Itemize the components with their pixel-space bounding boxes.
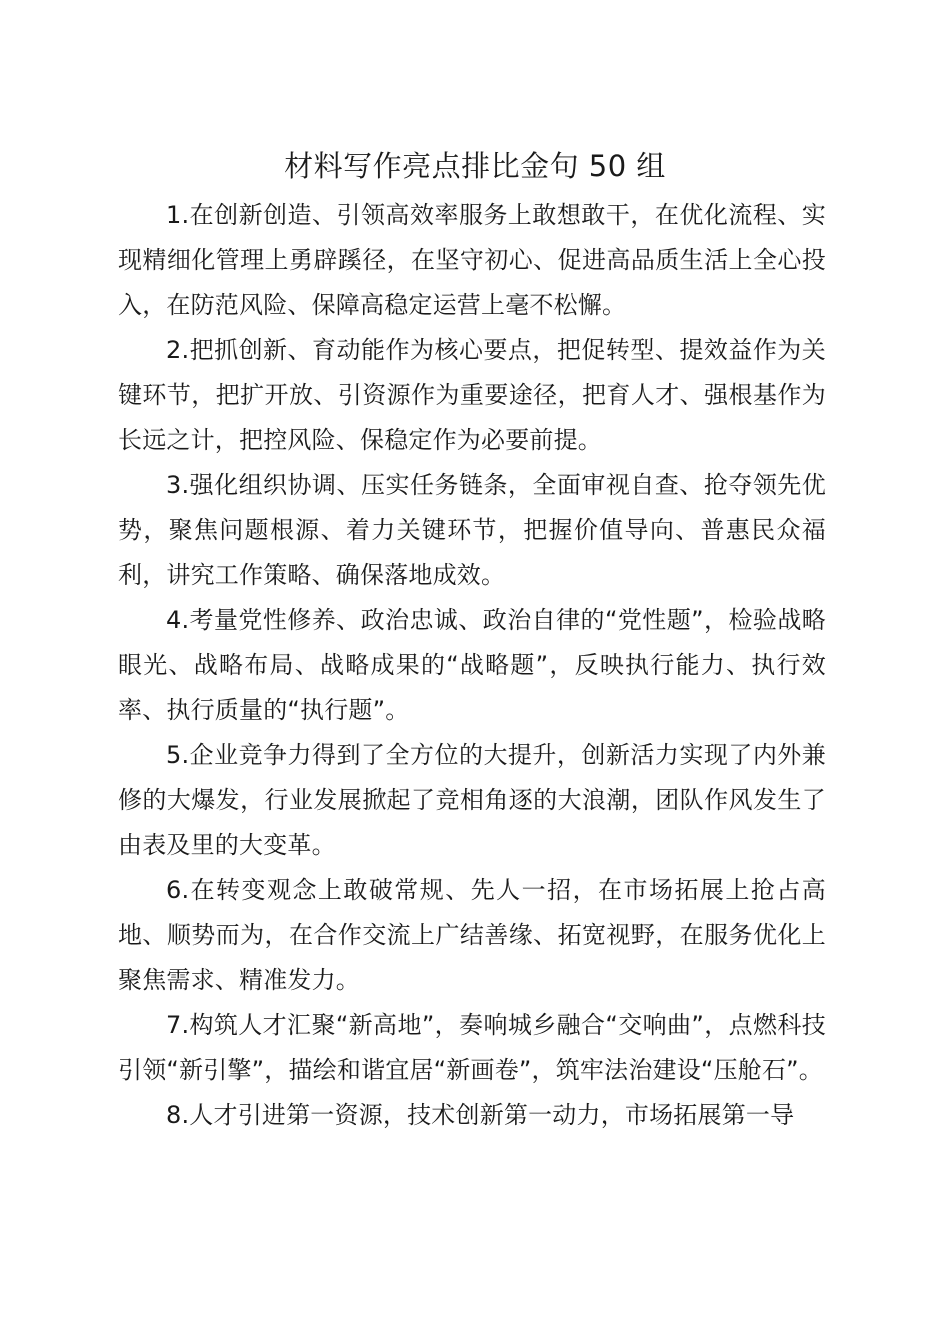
paragraph-1: 1.在创新创造、引领高效率服务上敢想敢干，在优化流程、实现精细化管理上勇辟蹊径，在坚守初心、促进高品质生活上全心投入，在防范风险、保障高稳定运营上毫不松懈。 [118, 201, 826, 319]
paragraph-4: 4.考量党性修养、政治忠诚、政治自律的“党性题”，检验战略眼光、战略布局、战略成果的“战略题”，反映执行能力、执行效率、执行质量的“执行题”。 [118, 606, 826, 724]
paragraph-7: 7.构筑人才汇聚“新高地”，奏响城乡融合“交响曲”，点燃科技引领“新引擎”，描绘和谐宜居“新画卷”，筑牢法治建设“压舱石”。 [118, 1011, 826, 1084]
paragraph-3: 3.强化组织协调、压实任务链条，全面审视自查、抢夺领先优势，聚焦问题根源、着力关键环节，把握价值导向、普惠民众福利，讲究工作策略、确保落地成效。 [118, 471, 826, 589]
paragraph-5: 5.企业竞争力得到了全方位的大提升，创新活力实现了内外兼修的大爆发，行业发展掀起了竞相角逐的大浪潮，团队作风发生了由表及里的大变革。 [118, 741, 826, 859]
document-title: 材料写作亮点排比金句 50 组 [284, 149, 666, 183]
paragraph-6: 6.在转变观念上敢破常规、先人一招，在市场拓展上抢占高地、顺势而为，在合作交流上广结善缘、拓宽视野，在服务优化上聚焦需求、精准发力。 [118, 876, 826, 994]
paragraph-8: 8.人才引进第一资源，技术创新第一动力，市场拓展第一导 [166, 1101, 795, 1129]
paragraph-2: 2.把抓创新、育动能作为核心要点，把促转型、提效益作为关键环节，把扩开放、引资源作为重要途径，把育人才、强根基作为长远之计，把控风险、保稳定作为必要前提。 [118, 336, 826, 454]
document-body [118, 193, 826, 1138]
